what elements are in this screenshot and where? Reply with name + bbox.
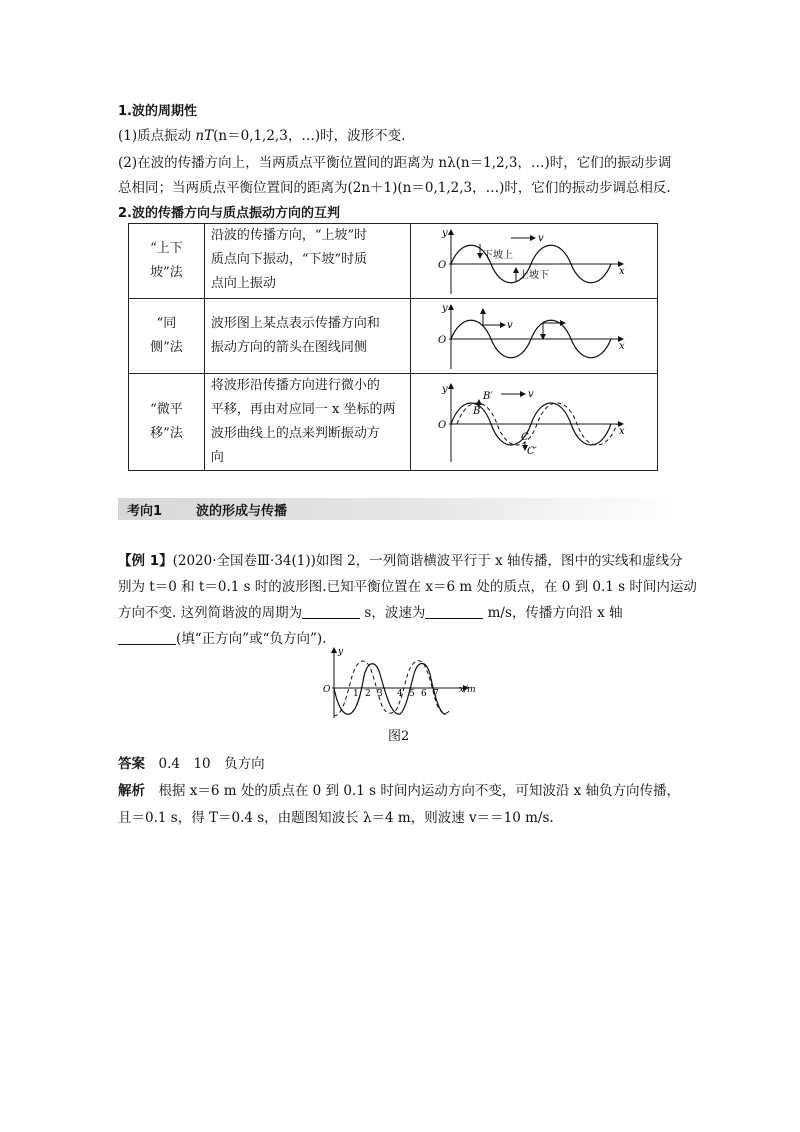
y-label: y <box>338 647 344 657</box>
method-description <box>204 374 410 471</box>
b-prime-label: B′ <box>482 391 493 402</box>
p1-post: (n＝0,1,2,3，…)时，波形不变. <box>213 128 406 144</box>
method-figure <box>410 299 657 374</box>
x-tick: 3 <box>377 689 383 699</box>
v-label: v <box>537 233 544 244</box>
example-line-1 <box>118 549 682 569</box>
analysis-text: 根据 x＝6 m 处的质点在 0 到 0.1 s 时间内运动方向不变，可知波沿 x 轴负方向传播， <box>158 783 681 799</box>
desc-line: 波形曲线上的点来判断振动方 <box>210 426 380 441</box>
method-description <box>204 299 410 374</box>
method-figure <box>410 224 657 299</box>
method-name-line: 侧”法 <box>150 340 183 355</box>
x-label: x <box>618 426 625 437</box>
topic-title: 波的形成与传播 <box>196 504 288 519</box>
desc-line: 振动方向的箭头在图线同侧 <box>210 340 367 355</box>
table-row <box>129 374 658 471</box>
c-prime-label: C′ <box>526 446 537 457</box>
analysis-label: 解析 <box>118 783 145 799</box>
method-name <box>129 224 205 299</box>
uphill-label: 上坡下 <box>518 270 549 281</box>
table-row <box>129 224 658 299</box>
example-text: 方向不变. 这列简谐波的周期为 <box>118 605 303 621</box>
c-label: C <box>520 432 529 443</box>
desc-line: 平移，再由对应同一 x 坐标的两 <box>210 402 396 417</box>
method-name-line: “微平 <box>150 402 183 417</box>
direction-blank[interactable] <box>118 630 176 645</box>
answer-label: 答案 <box>118 756 145 772</box>
v-label: v <box>527 389 534 400</box>
method-description <box>204 224 410 299</box>
example-text: s，波速为 <box>360 605 426 621</box>
x-tick: 2 <box>365 689 371 699</box>
p1-pre: (1)质点振动 <box>118 128 196 144</box>
example-text: m/s，传播方向沿 x 轴 <box>483 605 623 621</box>
topic-tag: 考向1 <box>127 504 163 519</box>
example-line-3 <box>118 601 623 621</box>
section1-p1 <box>118 124 405 144</box>
methods-table <box>128 223 658 471</box>
x-tick: 5 <box>409 689 415 699</box>
example-text: (2020·全国卷Ⅲ·34(1))如图 2，一列简谐横波平行于 x 轴传播，图中的实线和虚线分 <box>172 553 683 569</box>
origin-label: O <box>437 335 447 346</box>
x-tick: 7 <box>433 689 439 699</box>
method-name-line: 坡”法 <box>150 265 183 280</box>
slope-method-diagram <box>411 224 657 298</box>
shift-method-diagram <box>411 374 657 470</box>
period-blank[interactable] <box>302 604 360 619</box>
example-text: (填“正方向”或“负方向”). <box>176 631 327 647</box>
section1-p2a: (2)在波的传播方向上，当两质点平衡位置间的距离为 nλ(n＝1,2,3，…)时，它们的振动步调 <box>118 155 672 171</box>
downhill-label: 下坡上 <box>482 250 513 261</box>
method-name <box>129 299 205 374</box>
example-label: 【例 1】 <box>118 553 173 569</box>
desc-line: 波形图上某点表示传播方向和 <box>210 316 380 331</box>
figure-caption: 图2 <box>388 729 410 744</box>
answer-text: 0.4 10 负方向 <box>158 756 265 772</box>
x-tick: 4 <box>397 689 403 699</box>
example-line-2: 别为 t＝0 和 t＝0.1 s 时的波形图.已知平衡位置在 x＝6 m 处的质点，在 0 到 0.1 s 时间内运动 <box>118 579 697 595</box>
desc-line: 质点向下振动，“下坡”时质 <box>210 252 368 267</box>
origin-label: O <box>437 420 447 431</box>
analysis-line-1 <box>118 779 680 799</box>
origin-label: O <box>323 685 331 695</box>
section1-p2b: 总相同；当两质点平衡位置间的距离为(2n＋1)(n＝0,1,2,3，…)时，它们的振动步调总相反. <box>118 180 671 196</box>
method-name-line: “同 <box>156 316 177 331</box>
example-line-4 <box>118 627 326 647</box>
analysis-line-2: 且＝0.1 s，得 T＝0.4 s，由题图知波长 λ＝4 m，则波速 v＝＝10 m/s. <box>118 810 554 826</box>
y-label: y <box>441 384 448 395</box>
method-name-line: 移”法 <box>150 426 183 441</box>
desc-line: 将波形沿传播方向进行微小的 <box>210 378 380 393</box>
p1-var: nT <box>195 128 214 144</box>
table-row <box>129 299 658 374</box>
x-tick: 1 <box>353 689 359 699</box>
v-label: v <box>506 320 513 331</box>
section1-heading: 1.波的周期性 <box>118 104 197 119</box>
origin-label: O <box>437 260 447 271</box>
method-name-line: “上下 <box>150 241 183 256</box>
method-figure <box>410 374 657 471</box>
figure-2-wave-graph <box>318 644 482 720</box>
x-label: x <box>618 266 625 277</box>
desc-line: 点向上振动 <box>210 276 276 291</box>
x-tick: 6 <box>421 689 427 699</box>
x-label: x <box>618 341 625 352</box>
y-label: y <box>441 228 448 239</box>
answer-line <box>118 752 265 772</box>
section2-heading: 2.波的传播方向与质点振动方向的互判 <box>118 206 340 221</box>
b-label: B <box>472 406 481 417</box>
desc-line: 向 <box>210 450 224 465</box>
method-name <box>129 374 205 471</box>
same-side-method-diagram <box>411 299 657 373</box>
y-label: y <box>441 303 448 314</box>
solid-wave <box>334 664 446 715</box>
desc-line: 沿波的传播方向，“上坡”时 <box>210 228 368 243</box>
speed-blank[interactable] <box>425 604 483 619</box>
x-label: x/m <box>459 685 476 695</box>
